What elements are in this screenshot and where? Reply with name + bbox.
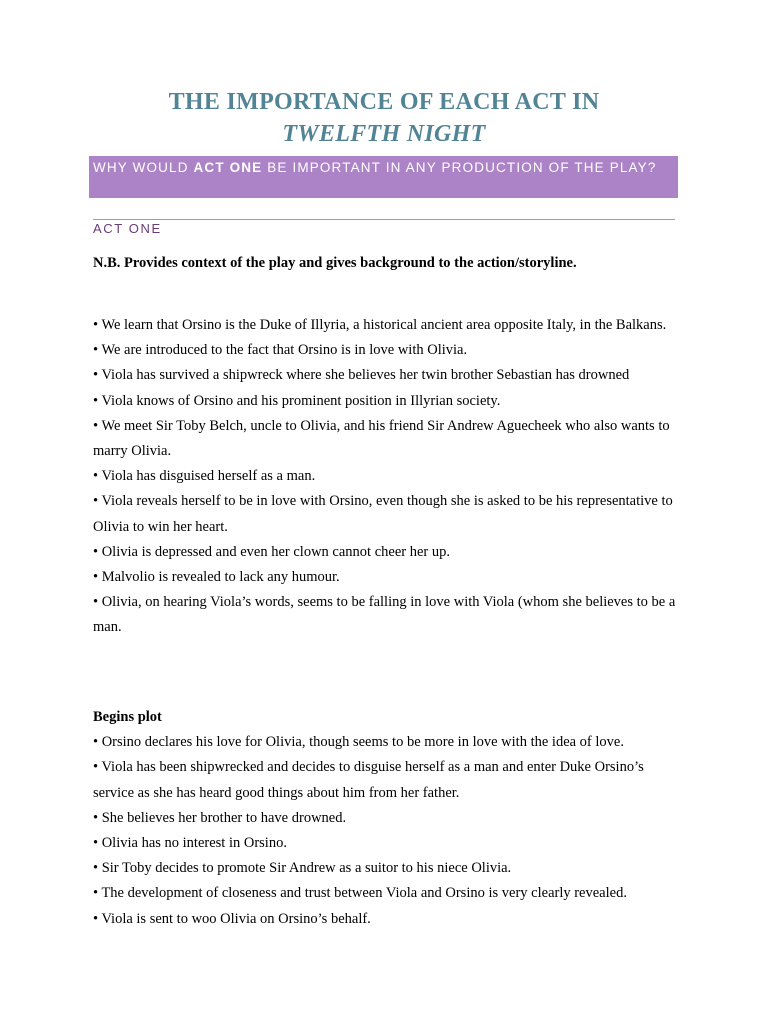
question-banner [89, 156, 678, 198]
title-line-1: THE IMPORTANCE OF EACH ACT IN [168, 89, 600, 115]
list-item: • Olivia is depressed and even her clown cannot cheer her up. [93, 543, 450, 560]
list-item: • Orsino declares his love for Olivia, though seems to be more in love with the idea of love. [93, 734, 624, 751]
title-line-2-play-name: TWELFTH NIGHT [282, 121, 486, 147]
list-item: • Viola has been shipwrecked and decides to disguise herself as a man and enter Duke Orsino’s service as she has heard good things about him from her father. [93, 759, 644, 801]
list-item: • Viola has disguised herself as a man. [93, 468, 316, 485]
list-item: • Sir Toby decides to promote Sir Andrew as a suitor to his niece Olivia. [93, 860, 512, 877]
banner-bold-act: ACT ONE [193, 160, 263, 175]
list-item: • We are introduced to the fact that Orsino is in love with Olivia. [93, 342, 468, 359]
plot-list [93, 705, 683, 932]
list-item: • Viola is sent to woo Olivia on Orsino’s behalf. [93, 910, 371, 927]
banner-suffix: BE IMPORTANT IN ANY PRODUCTION OF THE PLAY? [262, 160, 657, 175]
page-title [0, 86, 768, 150]
list-item: • She believes her brother to have drowned. [93, 809, 347, 826]
list-item: • Olivia has no interest in Orsino. [93, 835, 287, 852]
list-item: • Viola has survived a shipwreck where she believes her twin brother Sebastian has drowned [93, 367, 630, 384]
banner-prefix: WHY WOULD [93, 160, 194, 175]
list-item: • Malvolio is revealed to lack any humour. [93, 569, 340, 586]
list-item: • Viola knows of Orsino and his prominent position in Illyrian society. [93, 392, 501, 409]
banner-question-text [93, 160, 657, 175]
section-divider [93, 219, 675, 220]
nb-note: N.B. Provides context of the play and gives background to the action/storyline. [93, 255, 577, 271]
list-item: • The development of closeness and trust between Viola and Orsino is very clearly revealed. [93, 885, 627, 902]
context-list [93, 313, 683, 641]
list-item: • Viola reveals herself to be in love with Orsino, even though she is asked to be his representative to Olivia to win her heart. [93, 493, 673, 535]
list-item: • We meet Sir Toby Belch, uncle to Olivia, and his friend Sir Andrew Aguecheek who also wants to marry Olivia. [93, 417, 670, 460]
plot-heading: Begins plot [93, 709, 162, 725]
list-item: • Olivia, on hearing Viola’s words, seems to be falling in love with Viola (whom she believes to be a man. [93, 594, 676, 636]
section-heading: ACT ONE [93, 221, 162, 236]
list-item: • We learn that Orsino is the Duke of Illyria, a historical ancient area opposite Italy, in the Balkans. [93, 317, 667, 333]
